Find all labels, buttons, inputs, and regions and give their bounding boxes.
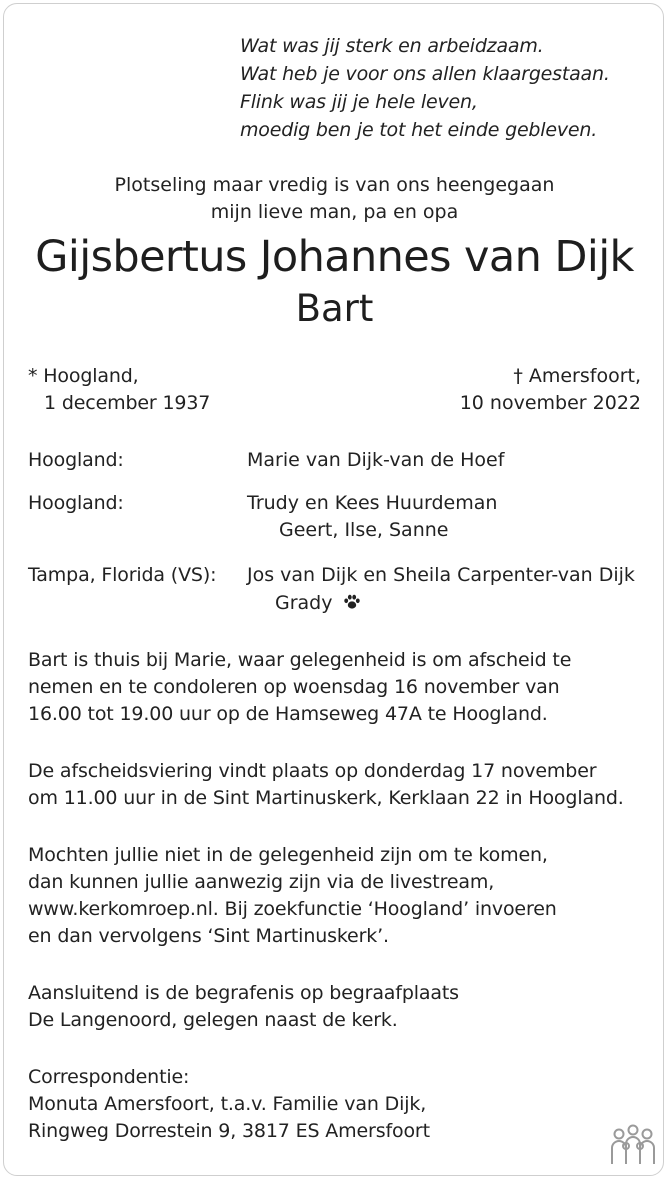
poem-line-2: Wat heb je voor ons allen klaargestaan.: [240, 63, 610, 85]
family-pet-name: Grady: [275, 592, 333, 614]
paragraph-1-line-1: Bart is thuis bij Marie, waar gelegenheid is om afscheid te: [28, 649, 572, 671]
poem-line-4: moedig ben je tot het einde gebleven.: [240, 119, 598, 141]
paragraph-3-line-3: www.kerkomroep.nl. Bij zoekfunctie ‘Hoogland’ invoeren: [28, 898, 557, 920]
deceased-nickname: Bart: [295, 287, 374, 330]
poem-line-1: Wat was jij sterk en arbeidzaam.: [240, 35, 544, 57]
birth-place: * Hoogland,: [28, 365, 139, 387]
family-members-3: Jos van Dijk en Sheila Carpenter-van Dijk: [247, 564, 635, 586]
correspondence-address: Ringweg Dorrestein 9, 3817 ES Amersfoort: [28, 1120, 430, 1142]
paragraph-4-line-1: Aansluitend is de begrafenis op begraafplaats: [28, 982, 459, 1004]
family-members-2: Trudy en Kees Huurdeman: [247, 492, 498, 514]
paw-print-icon: [343, 593, 361, 609]
family-place-3: Tampa, Florida (VS):: [28, 564, 217, 586]
family-pet-line: [275, 592, 361, 614]
poem-line-3: Flink was jij je hele leven,: [240, 91, 478, 113]
paragraph-3-line-4: en dan vervolgens ‘Sint Martinuskerk’.: [28, 925, 389, 947]
paragraph-3-line-2: dan kunnen jullie aanwezig zijn via de livestream,: [28, 871, 495, 893]
paragraph-4-line-2: De Langenoord, gelegen naast de kerk.: [28, 1009, 398, 1031]
paragraph-1-line-3: 16.00 tot 19.00 uur op de Hamseweg 47A te Hoogland.: [28, 703, 548, 725]
deceased-full-name: Gijsbertus Johannes van Dijk: [35, 232, 634, 282]
family-place-1: Hoogland:: [28, 449, 124, 471]
paragraph-2-line-2: om 11.00 uur in de Sint Martinuskerk, Kerklaan 22 in Hoogland.: [28, 787, 624, 809]
intro-line-1: Plotseling maar vredig is van ons heengegaan: [114, 174, 555, 196]
death-date: 10 november 2022: [459, 392, 641, 414]
family-place-2: Hoogland:: [28, 492, 124, 514]
correspondence-label: Correspondentie:: [28, 1066, 190, 1088]
paragraph-2-line-1: De afscheidsviering vindt plaats op donderdag 17 november: [28, 760, 597, 782]
correspondence-name: Monuta Amersfoort, t.a.v. Familie van Dijk,: [28, 1093, 427, 1115]
death-place: † Amersfoort,: [513, 365, 641, 387]
intro-line-2: mijn lieve man, pa en opa: [210, 201, 459, 223]
family-grandchildren-2: Geert, Ilse, Sanne: [279, 519, 449, 541]
paragraph-3-line-1: Mochten jullie niet in de gelegenheid zijn om te komen,: [28, 844, 548, 866]
family-people-logo: [608, 1124, 658, 1168]
birth-date: 1 december 1937: [44, 392, 211, 414]
family-members-1: Marie van Dijk-van de Hoef: [247, 449, 505, 471]
paragraph-1-line-2: nemen en te condoleren op woensdag 16 november van: [28, 676, 560, 698]
